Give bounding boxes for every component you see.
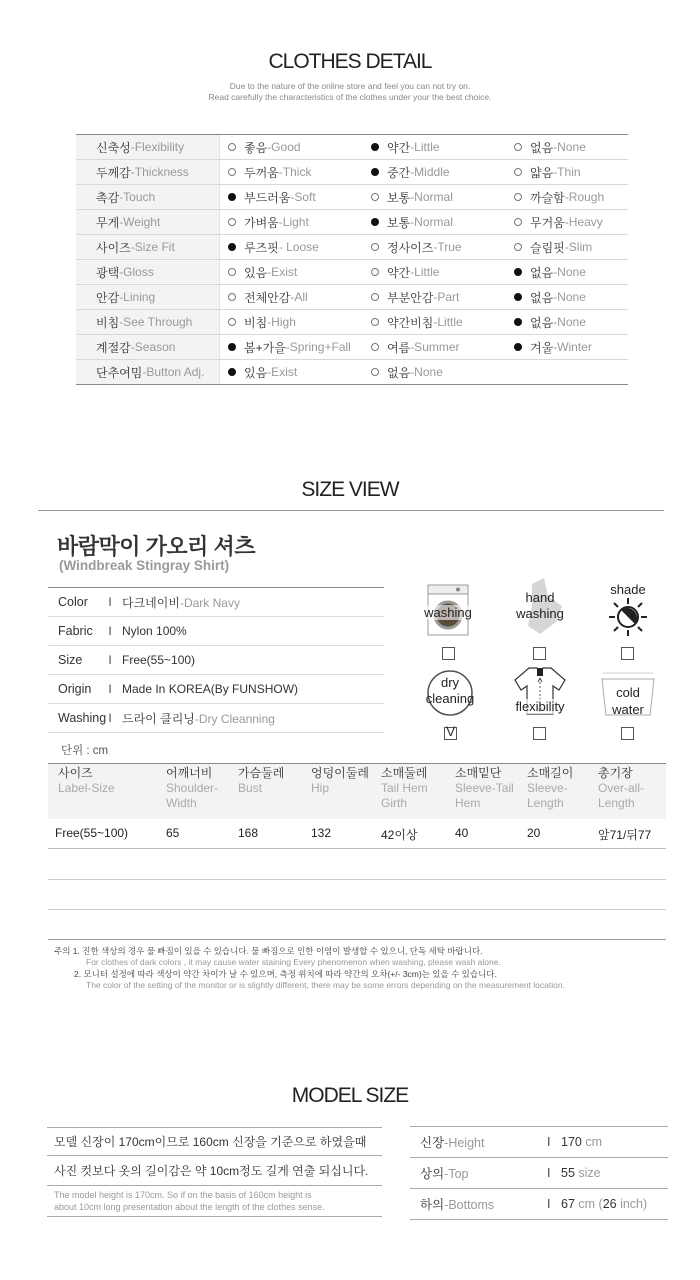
clothes-detail-subtitle-2: Read carefully the characteristics of the clothes under your the best choice.	[208, 92, 492, 102]
option-ko: 보통	[387, 215, 411, 230]
detail-option	[363, 335, 506, 359]
option-en: -All	[290, 290, 308, 304]
column-header-en: Sleeve-Tail Hem	[455, 781, 514, 810]
option-en: -None	[553, 265, 586, 279]
column-header-en: Shoulder-Width	[166, 781, 219, 810]
detail-label-ko: 계절감	[96, 340, 131, 355]
care-label-shade: shade	[610, 582, 646, 597]
column-header-en: Hip	[311, 781, 330, 795]
model-key	[410, 1133, 547, 1151]
model-note-2: 사진 컷보다 옷의 길이감은 약 10cm정도 길게 연출 되십니다.	[47, 1157, 382, 1186]
option-en: -Middle	[410, 165, 450, 179]
detail-option	[220, 260, 363, 284]
detail-option	[506, 285, 628, 309]
option-en: -None	[553, 140, 586, 154]
detail-option	[220, 310, 363, 334]
size-cell: 132	[311, 826, 332, 840]
option-ko: 가벼움	[244, 215, 279, 230]
empty-circle-icon	[371, 293, 379, 301]
detail-label-ko: 단추여밈	[96, 365, 143, 380]
model-value	[561, 1197, 647, 1211]
empty-circle-icon	[228, 268, 236, 276]
model-value-unit2: inch)	[616, 1197, 648, 1211]
detail-row	[76, 160, 628, 185]
detail-row	[76, 310, 628, 335]
washing-checkbox	[442, 647, 455, 660]
filled-circle-icon	[514, 343, 522, 351]
model-key-ko: 상의	[420, 1167, 445, 1181]
model-value	[561, 1135, 602, 1149]
detail-label	[76, 360, 220, 384]
option-ko: 얇음	[530, 165, 554, 180]
empty-circle-icon	[514, 218, 522, 226]
info-value-ko: Nylon 100%	[122, 624, 187, 638]
empty-circle-icon	[228, 143, 236, 151]
option-en: -Winter	[553, 340, 592, 354]
size-cell: 40	[455, 826, 469, 840]
column-header-en: Label-Size	[58, 781, 115, 795]
size-cell: 168	[238, 826, 259, 840]
detail-label	[76, 335, 220, 359]
product-info-list	[48, 587, 384, 733]
filled-circle-icon	[371, 168, 379, 176]
size-cell: Free(55~100)	[55, 826, 129, 840]
info-row	[48, 704, 384, 733]
detail-option	[506, 335, 628, 359]
detail-option	[363, 310, 506, 334]
detail-option	[220, 185, 363, 209]
model-note-en-2: about 10cm long presentation about the length of the clothes sense.	[54, 1202, 325, 1212]
detail-option	[363, 185, 506, 209]
option-ko: 부드러움	[244, 190, 291, 205]
empty-circle-icon	[228, 293, 236, 301]
column-header-en: Tail Hem Girth	[381, 781, 428, 810]
option-ko: 좋음	[244, 140, 268, 155]
care-label-dry-cleaning: dry cleaning	[425, 675, 475, 706]
option-ko: 두꺼움	[244, 165, 279, 180]
detail-option	[220, 335, 363, 359]
hand-washing-checkbox	[533, 647, 546, 660]
model-value	[561, 1166, 601, 1180]
empty-circle-icon	[371, 318, 379, 326]
note-1	[54, 946, 501, 968]
option-en: -Good	[267, 140, 301, 154]
option-ko: 중간	[387, 165, 411, 180]
info-separator: I	[108, 595, 112, 609]
detail-option	[506, 235, 628, 259]
model-separator: I	[547, 1135, 551, 1149]
info-separator: I	[108, 682, 112, 696]
model-size-row	[410, 1189, 668, 1220]
model-key-ko: 하의	[420, 1198, 445, 1212]
detail-option	[220, 210, 363, 234]
detail-label-en: -Weight	[119, 215, 161, 229]
column-header-ko: 사이즈	[58, 766, 93, 780]
detail-row	[76, 135, 628, 160]
detail-label-ko: 무게	[96, 215, 120, 230]
info-value	[118, 594, 240, 611]
detail-option	[363, 260, 506, 284]
info-row	[48, 588, 384, 617]
option-en: - Loose	[278, 240, 319, 254]
model-value-num2: 26	[602, 1197, 617, 1211]
info-key: Washing	[58, 711, 107, 725]
detail-option	[220, 135, 363, 159]
info-separator: I	[108, 653, 112, 667]
option-en: -None	[410, 365, 443, 379]
detail-label-en: -Thickness	[130, 165, 189, 179]
option-en: -Heavy	[564, 215, 603, 229]
detail-label-ko: 사이즈	[96, 240, 131, 255]
filled-circle-icon	[228, 343, 236, 351]
detail-label-ko: 두께감	[96, 165, 131, 180]
option-en: -Exist	[267, 365, 298, 379]
size-column-header	[311, 766, 381, 796]
empty-circle-icon	[514, 243, 522, 251]
detail-label	[76, 285, 220, 309]
option-ko: 약간	[387, 140, 411, 155]
clothes-detail-title: CLOTHES DETAIL	[268, 50, 432, 73]
detail-row	[76, 235, 628, 260]
detail-label	[76, 260, 220, 284]
detail-option	[363, 360, 506, 384]
option-ko: 봄+가을	[244, 340, 286, 355]
option-ko: 비침	[244, 315, 268, 330]
info-value	[118, 710, 275, 727]
option-ko: 없음	[530, 315, 554, 330]
flexibility-icon	[511, 664, 567, 723]
info-value-ko: 다크네이비	[122, 595, 180, 610]
model-value-unit: cm (	[574, 1197, 603, 1211]
detail-row	[76, 260, 628, 285]
option-en: -Normal	[410, 215, 453, 229]
model-key	[410, 1164, 547, 1182]
empty-circle-icon	[228, 168, 236, 176]
detail-option	[363, 210, 506, 234]
info-key: Origin	[58, 682, 92, 696]
info-key: Fabric	[58, 624, 93, 638]
detail-label-en: -Size Fit	[130, 240, 175, 254]
option-ko: 있음	[244, 265, 268, 280]
model-value-num: 67	[561, 1197, 575, 1211]
option-ko: 없음	[387, 365, 411, 380]
info-value	[118, 624, 187, 638]
info-value-en: -Dark Navy	[179, 595, 240, 610]
empty-circle-icon	[371, 243, 379, 251]
size-column-header	[598, 766, 666, 811]
option-ko: 무거움	[530, 215, 565, 230]
detail-label	[76, 185, 220, 209]
product-name: 바람막이 가오리 셔츠	[57, 534, 255, 559]
model-key-en: -Bottoms	[444, 1198, 495, 1212]
info-key: Color	[58, 595, 88, 609]
model-key-en: -Top	[444, 1167, 469, 1181]
info-value-ko: Made In KOREA(By FUNSHOW)	[122, 682, 299, 696]
option-ko: 슬림핏	[530, 240, 565, 255]
option-ko: 전체안감	[244, 290, 291, 305]
info-value	[118, 653, 195, 667]
info-row	[48, 646, 384, 675]
detail-option	[363, 135, 506, 159]
empty-circle-icon	[371, 368, 379, 376]
detail-option	[363, 235, 506, 259]
detail-option	[506, 310, 628, 334]
empty-circle-icon	[514, 168, 522, 176]
model-size-title: MODEL SIZE	[291, 1084, 409, 1107]
filled-circle-icon	[514, 293, 522, 301]
option-en: -Summer	[410, 340, 460, 354]
detail-row	[76, 360, 628, 385]
detail-table	[76, 134, 628, 385]
note-2	[74, 969, 565, 991]
dry-cleaning-icon	[422, 668, 478, 723]
size-cell: 65	[166, 826, 180, 840]
size-column-header	[527, 766, 597, 811]
detail-option	[220, 285, 363, 309]
empty-circle-icon	[371, 343, 379, 351]
column-header-ko: 어깨너비	[166, 766, 213, 780]
option-en: -Normal	[410, 190, 453, 204]
info-value-ko: 드라이 클리닝	[122, 711, 195, 726]
detail-label-en: -Flexibility	[130, 140, 185, 154]
empty-circle-icon	[371, 268, 379, 276]
shade-icon	[600, 582, 656, 644]
option-en: -Thick	[278, 165, 312, 179]
hand-washing-icon	[512, 576, 568, 643]
size-column-header	[238, 766, 308, 796]
info-row	[48, 675, 384, 704]
option-en: -Slim	[564, 240, 593, 254]
option-en: -True	[433, 240, 462, 254]
detail-label	[76, 135, 220, 159]
option-en: -Soft	[290, 190, 316, 204]
info-value-en: -Dry Cleanning	[194, 711, 275, 726]
detail-label-en: -Season	[130, 340, 176, 354]
flexibility-checkbox	[533, 727, 546, 740]
detail-label-en: -Touch	[119, 190, 156, 204]
filled-circle-icon	[371, 218, 379, 226]
info-key: Size	[58, 653, 83, 667]
size-view-title: SIZE VIEW	[301, 478, 399, 501]
column-header-ko: 총기장	[598, 766, 633, 780]
filled-circle-icon	[371, 143, 379, 151]
option-ko: 있음	[244, 365, 268, 380]
shade-checkbox	[621, 647, 634, 660]
option-en: -Part	[433, 290, 460, 304]
option-ko: 약간비침	[387, 315, 434, 330]
detail-row	[76, 335, 628, 360]
column-header-ko: 소매둘레	[381, 766, 428, 780]
column-header-ko: 소매길이	[527, 766, 574, 780]
table-bottom-line	[48, 939, 666, 940]
model-note-en-1: The model height is 170cm. So if on the basis of 160cm height is	[54, 1190, 312, 1200]
model-separator: I	[547, 1166, 551, 1180]
detail-label	[76, 310, 220, 334]
column-header-ko: 가슴둘레	[238, 766, 285, 780]
option-en: -None	[553, 290, 586, 304]
detail-label-en: -Gloss	[119, 265, 154, 279]
cold-water-icon	[600, 671, 656, 722]
info-value	[118, 682, 298, 696]
option-ko: 없음	[530, 290, 554, 305]
model-note-en	[47, 1187, 382, 1217]
info-value-ko: Free(55~100)	[122, 653, 196, 667]
size-column-header	[58, 766, 158, 796]
filled-circle-icon	[514, 318, 522, 326]
empty-circle-icon	[514, 143, 522, 151]
column-header-en: Bust	[238, 781, 263, 795]
option-ko: 여름	[387, 340, 411, 355]
empty-circle-icon	[514, 193, 522, 201]
detail-label-en: -Lining	[119, 290, 156, 304]
detail-option	[220, 235, 363, 259]
detail-option	[506, 185, 628, 209]
filled-circle-icon	[228, 193, 236, 201]
size-cell: 42이상	[381, 828, 418, 842]
empty-circle-icon	[228, 218, 236, 226]
model-key-en: -Height	[444, 1136, 485, 1150]
size-column-header	[381, 766, 453, 811]
detail-label	[76, 235, 220, 259]
model-separator: I	[547, 1197, 551, 1211]
divider	[38, 510, 664, 511]
note-2-en: The color of the setting of the monitor or is slightly different, there may be some errors depending on the measurement location.	[86, 980, 565, 990]
column-header-ko: 엉덩이둘레	[311, 766, 369, 780]
model-size-row	[410, 1158, 668, 1189]
cold-water-checkbox	[621, 727, 634, 740]
detail-label-ko: 안감	[96, 290, 120, 305]
detail-row	[76, 185, 628, 210]
check-mark: V	[446, 723, 456, 739]
clothes-detail-subtitle-1: Due to the nature of the online store and feel you can not try on.	[229, 81, 471, 91]
model-size-row	[410, 1127, 668, 1158]
column-header-ko: 소매밑단	[455, 766, 502, 780]
option-ko: 정사이즈	[387, 240, 434, 255]
option-en: -Light	[278, 215, 309, 229]
care-label-flexibility: flexibility	[509, 699, 571, 714]
detail-label-ko: 광택	[96, 265, 120, 280]
model-value-unit: cm	[581, 1135, 602, 1149]
size-cell: 20	[527, 826, 541, 840]
model-note-1: 모델 신장이 170cm이므로 160cm 신장을 기준으로 하였을때	[47, 1127, 382, 1156]
option-ko: 없음	[530, 140, 554, 155]
option-en: -Thin	[553, 165, 581, 179]
table-row-line	[48, 879, 666, 880]
option-en: -High	[267, 315, 296, 329]
care-label-hand-washing: hand washing	[516, 590, 564, 621]
detail-option	[506, 210, 628, 234]
filled-circle-icon	[228, 243, 236, 251]
detail-option	[506, 260, 628, 284]
empty-circle-icon	[228, 318, 236, 326]
detail-option	[506, 160, 628, 184]
detail-option	[363, 285, 506, 309]
washing-icon	[420, 583, 476, 644]
info-separator: I	[108, 711, 112, 725]
option-ko: 부분안감	[387, 290, 434, 305]
detail-option	[220, 160, 363, 184]
care-label-cold-water: cold water	[612, 685, 644, 717]
filled-circle-icon	[228, 368, 236, 376]
detail-option	[220, 360, 363, 384]
column-header-en: Over-all-Length	[598, 781, 645, 810]
model-value-num: 55	[561, 1166, 575, 1180]
detail-row	[76, 285, 628, 310]
size-cell: 앞71/뒤77	[598, 828, 652, 842]
model-key-ko: 신장	[420, 1136, 445, 1150]
model-value-unit: size	[574, 1166, 601, 1180]
model-key	[410, 1195, 547, 1213]
option-ko: 루즈핏	[244, 240, 279, 255]
note-2-ko: 2. 모니터 설정에 따라 색상이 약간 차이가 날 수 있으며, 측정 위치에 따라 약간의 오차(+/- 3cm)는 있을 수 있습니다.	[74, 969, 497, 979]
note-1-ko: 주의 1. 진한 색상의 경우 물 빠짐이 있을 수 있습니다. 물 빠짐으로 인한 이염이 발생할 수 있으니, 단독 세탁 바랍니다.	[54, 946, 483, 956]
filled-circle-icon	[514, 268, 522, 276]
detail-option	[506, 135, 628, 159]
unit-label: 단위 : cm	[61, 745, 109, 757]
detail-label	[76, 160, 220, 184]
option-en: -Little	[433, 315, 463, 329]
detail-label	[76, 210, 220, 234]
option-ko: 보통	[387, 190, 411, 205]
detail-label-en: -Button Adj.	[142, 365, 205, 379]
size-column-header	[166, 766, 236, 811]
detail-row	[76, 210, 628, 235]
empty-circle-icon	[371, 193, 379, 201]
table-row-line	[48, 848, 666, 849]
column-header-en: Sleeve-Length	[527, 781, 568, 810]
product-name-en: (Windbreak Stingray Shirt)	[59, 558, 230, 573]
size-column-header	[455, 766, 527, 811]
detail-label-ko: 비침	[96, 315, 120, 330]
info-separator: I	[108, 624, 112, 638]
table-row-line	[48, 909, 666, 910]
care-label-washing: washing	[420, 605, 476, 620]
dry-cleaning-checkbox	[444, 723, 457, 740]
option-en: -None	[553, 315, 586, 329]
option-en: -Little	[410, 140, 440, 154]
option-ko: 없음	[530, 265, 554, 280]
note-1-en: For clothes of dark colors , it may cause water staining Every phenomenon when washing, please wash alone.	[86, 957, 501, 967]
option-en: -Spring+Fall	[285, 340, 351, 354]
option-ko: 까슬함	[530, 190, 565, 205]
info-row	[48, 617, 384, 646]
detail-option	[363, 160, 506, 184]
option-en: -Exist	[267, 265, 298, 279]
option-en: -Rough	[564, 190, 605, 204]
option-en: -Little	[410, 265, 440, 279]
option-ko: 약간	[387, 265, 411, 280]
detail-label-en: -See Through	[119, 315, 193, 329]
model-value-num: 170	[561, 1135, 582, 1149]
detail-label-ko: 촉감	[96, 190, 120, 205]
detail-label-ko: 신축성	[96, 140, 131, 155]
option-ko: 겨울	[530, 340, 554, 355]
